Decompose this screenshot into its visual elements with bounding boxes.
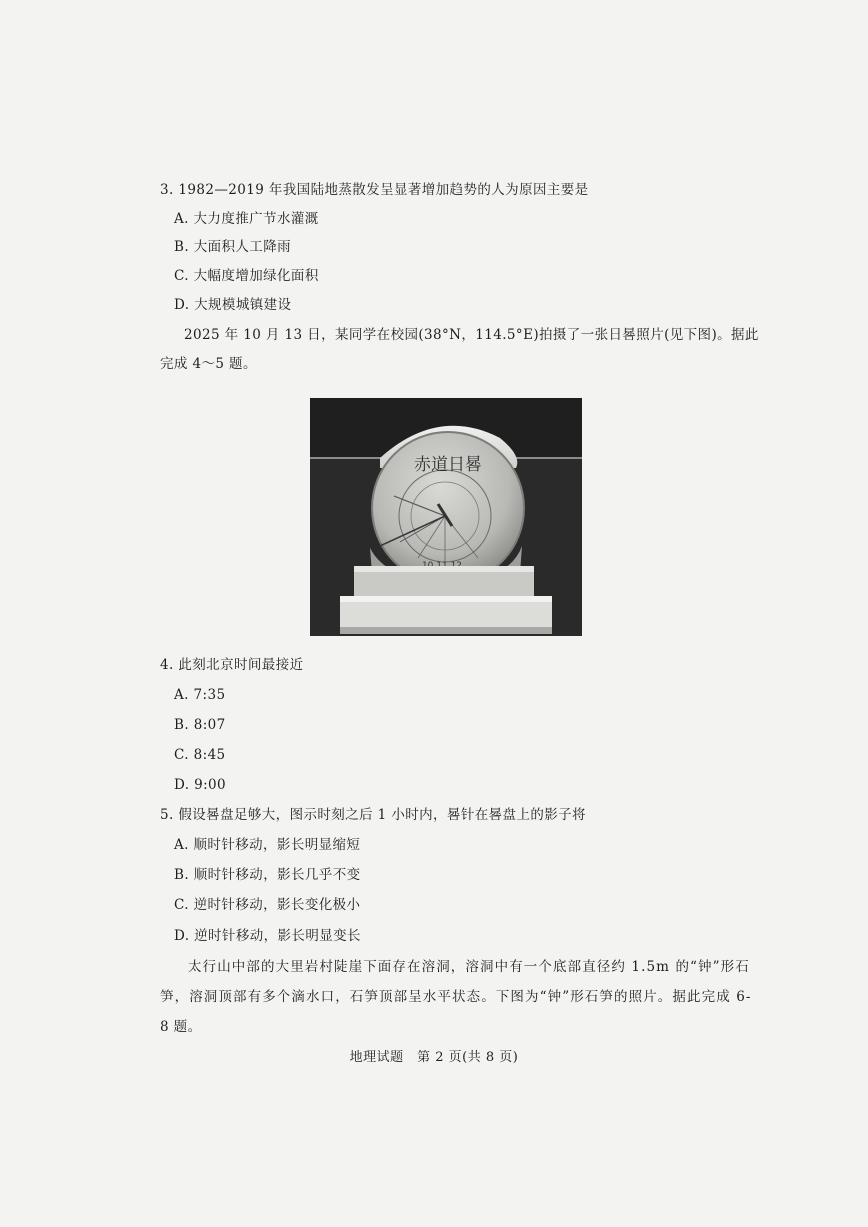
intro-6-8-line-1: 太行山中部的大里岩村陡崖下面存在溶洞，溶洞中有一个底部直径约 1.5m 的“钟”形石 xyxy=(188,959,750,975)
question-4-option-c: C. 8:45 xyxy=(174,747,226,763)
question-3-option-d: D. 大规模城镇建设 xyxy=(174,297,292,313)
question-4-option-d: D. 9:00 xyxy=(174,777,227,793)
question-5-option-b: B. 顺时针移动，影长几乎不变 xyxy=(174,867,361,883)
question-4-option-b: B. 8:07 xyxy=(174,717,226,733)
question-3-option-b: B. 大面积人工降雨 xyxy=(174,239,292,255)
question-3-option-c: C. 大幅度增加绿化面积 xyxy=(174,268,319,284)
intro-4-5-line-2: 完成 4～5 题。 xyxy=(160,356,257,372)
question-5-stem: 5. 假设晷盘足够大，图示时刻之后 1 小时内，晷针在晷盘上的影子将 xyxy=(160,807,586,823)
question-5-option-d: D. 逆时针移动，影长明显变长 xyxy=(174,928,361,944)
question-3-option-a: A. 大力度推广节水灌溉 xyxy=(174,211,319,227)
question-4-option-a: A. 7:35 xyxy=(174,687,226,703)
sundial-inscription: 赤道日晷 xyxy=(414,455,482,475)
question-3-stem: 3. 1982—2019 年我国陆地蒸散发呈显著增加趋势的人为原因主要是 xyxy=(160,182,589,198)
intro-6-8-line-2: 笋，溶洞顶部有多个滴水口，石笋顶部呈水平状态。下图为“钟”形石笋的照片。据此完成 6- xyxy=(160,989,752,1005)
page-footer: 地理试题 第 2 页(共 8 页) xyxy=(349,1050,519,1065)
intro-6-8-line-3: 8 题。 xyxy=(160,1019,202,1035)
intro-4-5-line-1: 2025 年 10 月 13 日，某同学在校园(38°N，114.5°E)拍摄了一张日晷照片(见下图)。据此 xyxy=(184,327,759,343)
sundial-photo xyxy=(310,398,582,636)
question-4-stem: 4. 此刻北京时间最接近 xyxy=(160,657,304,673)
question-5-option-c: C. 逆时针移动，影长变化极小 xyxy=(174,897,361,913)
question-5-option-a: A. 顺时针移动，影长明显缩短 xyxy=(174,837,361,853)
